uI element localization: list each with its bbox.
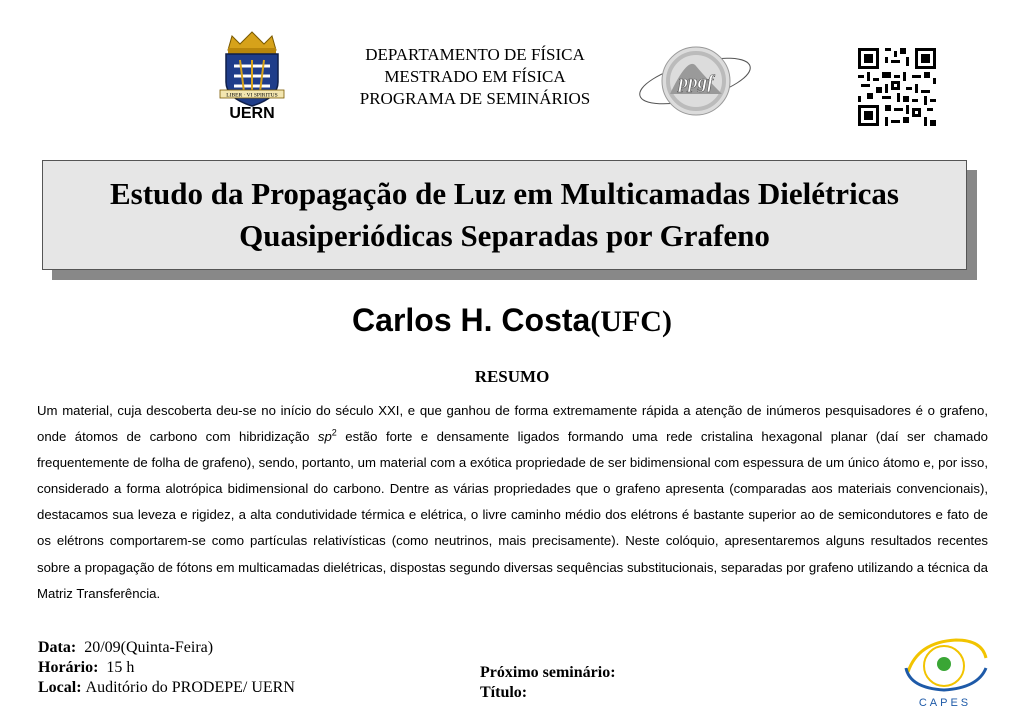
time-row (38, 658, 295, 678)
uern-logo (214, 30, 290, 122)
abstract-sup: 2 (331, 427, 337, 438)
capes-logo (898, 628, 992, 710)
capes-logo-text: CAPES (918, 697, 972, 709)
uern-motto: LIBER · VI SPIRITUS (226, 92, 278, 99)
abstract-heading: RESUMO (474, 367, 550, 386)
qr-code[interactable] (858, 48, 936, 126)
abstract-part-1: Um material, cuja descoberta deu-se no início do século XXI, e que ganhou de forma extremamente rápida a atenção de inúmeros pesquisadores é o grafeno, onde átomos de carbono com hibridização (37, 403, 988, 445)
department-line-1: DEPARTAMENTO DE FÍSICA (365, 45, 585, 64)
next-seminar-title-label: Título: (480, 684, 528, 701)
speaker-affiliation: (UFC) (590, 305, 672, 338)
speaker (0, 302, 1024, 339)
department-line-3: PROGRAMA DE SEMINÁRIOS (359, 89, 591, 108)
abstract-sp: sp (317, 429, 332, 445)
date-row (38, 638, 295, 658)
date-value: 20/09(Quinta-Feira) (84, 639, 214, 656)
next-seminar (480, 663, 616, 703)
abstract-text (37, 398, 988, 607)
place-row (38, 678, 295, 698)
place-label: Local: (38, 679, 82, 696)
time-label: Horário: (38, 659, 99, 676)
event-info (38, 638, 295, 698)
next-seminar-label: Próximo seminário: (480, 664, 616, 681)
department-header (330, 44, 620, 110)
ppgf-logo-text: ppgf (678, 72, 714, 93)
title-box (42, 160, 967, 270)
date-label: Data: (38, 639, 77, 656)
time-value: 15 h (106, 659, 135, 676)
speaker-name: Carlos H. Costa (352, 302, 591, 338)
uern-logo-text: UERN (229, 105, 275, 122)
talk-title-line-1: Estudo da Propagação de Luz em Multicamadas Dielétricas (109, 176, 900, 211)
place-value: Auditório do PRODEPE/ UERN (85, 679, 295, 696)
ppgf-logo (636, 36, 754, 126)
talk-title-line-2: Quasiperiódicas Separadas por Grafeno (239, 218, 770, 253)
abstract-part-2: estão forte e densamente ligados formando uma rede cristalina hexagonal planar (daí ser chamado frequentemente de folha de grafeno), sendo, portanto, um material com a exótica propriedade de ser bidimensional com espessura de um único átomo e, por isso, considerado a forma alotrópica bidimensional do carbono. Dentre as várias propriedades que o grafeno apresenta (comparadas aos materiais convencionais), destacamos sua leveza e rigidez, a alta condutividade térmica e elétrica, o livre caminho médio dos elétrons é bastante superior ao de semicondutores e fato de os elétrons comportarem-se como partículas relativísticas (como neutrinos, mais precisamente). Neste colóquio, apresentaremos alguns resultados recentes sobre a propagação de fótons em multicamadas dielétricas, dispostas segundo diversas sequências substitucionais, separadas por grafeno utilizando a técnica da Matriz Transferência. (37, 429, 988, 601)
department-line-2: MESTRADO EM FÍSICA (384, 67, 566, 86)
